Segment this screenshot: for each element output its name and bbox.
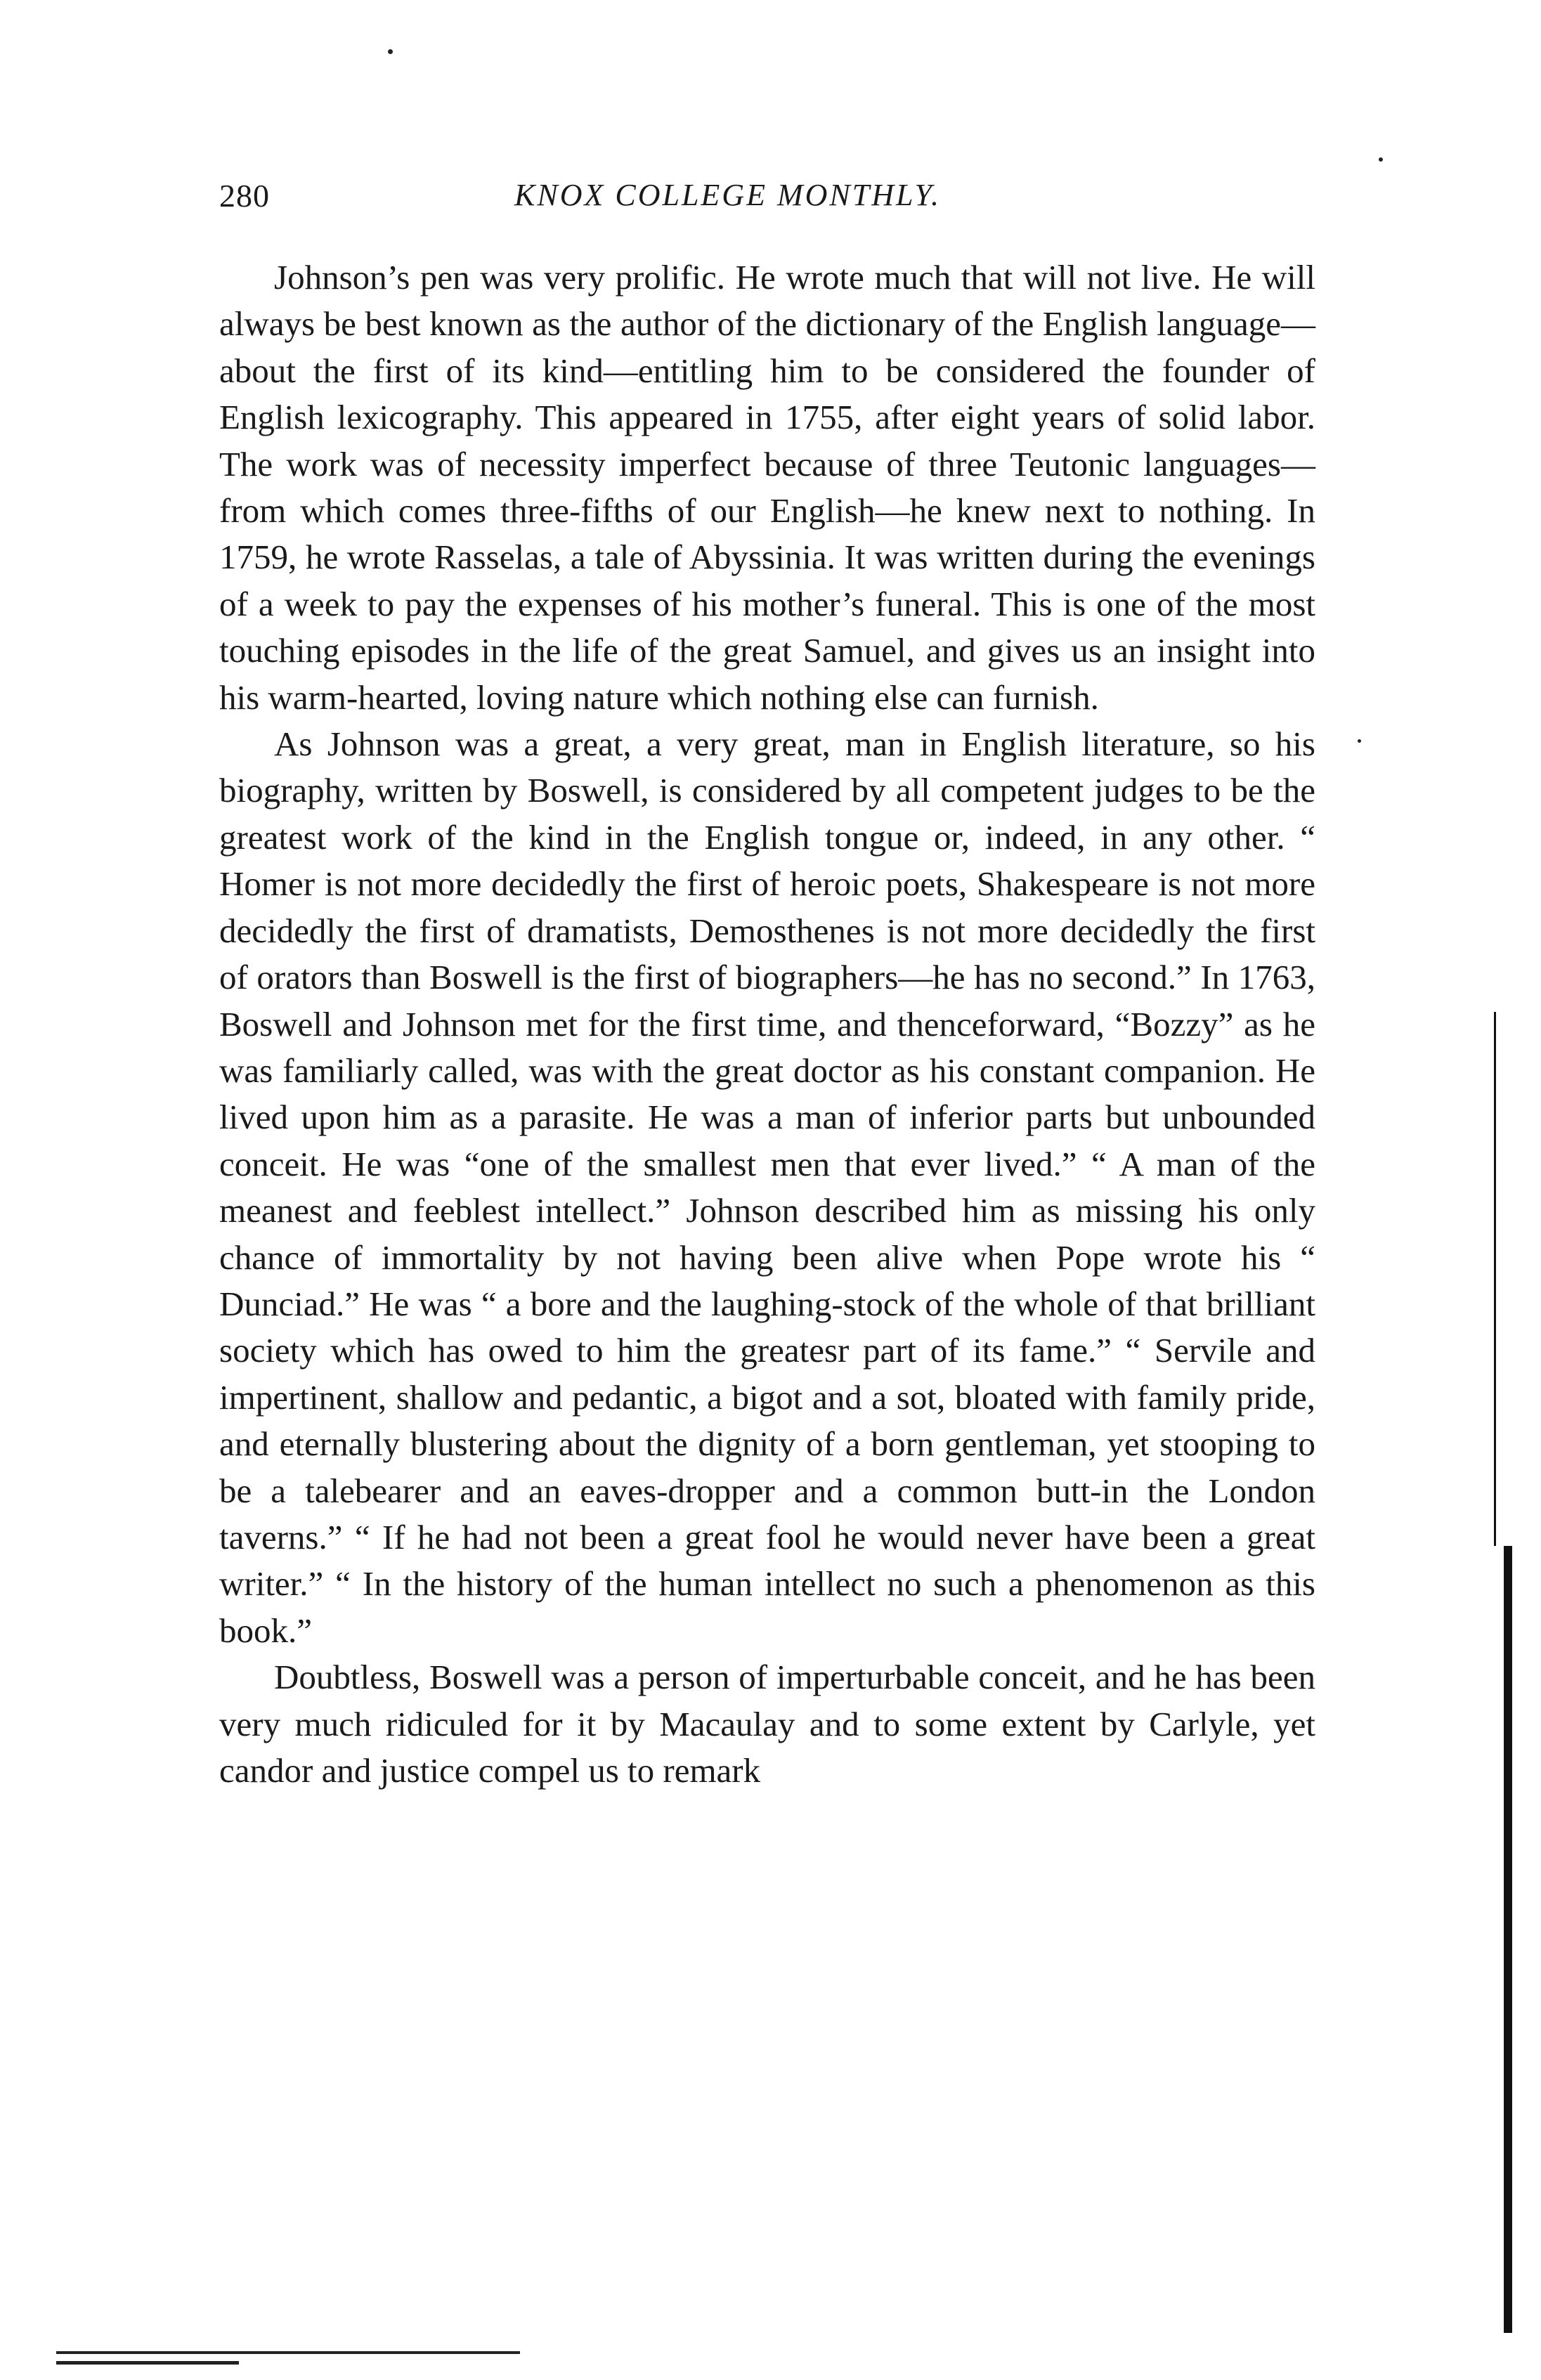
page-number: 280 [219, 178, 270, 214]
paragraph-boswell-conceit: Doubtless, Boswell was a person of imperturbable conceit, and he has been very much ridiculed for it by Macaulay and to some extent by Carlyle, yet candor and justice compel us to remark [219, 1658, 1315, 1790]
scan-speck-right [1379, 157, 1383, 162]
running-title: KNOX COLLEGE MONTHLY. [514, 178, 941, 212]
paragraph-johnson-pen: Johnson’s pen was very prolific. He wrote much that will not live. He will always be best known as the author of the dictionary of the English language—about the first of its kind—entitling him to be considered the founder of English lexicography. This appeared in 1755, after eight years of solid labor. The work was of necessity imperfect because of three Teutonic languages—from which comes three-fifths of our English—he knew next to nothing. In 1759, he wrote Rasselas, a tale of Abyssinia. It was written during the evenings of a week to pay the expenses of his mother’s funeral. This is one of the most touching episodes in the life of the great Samuel, and gives us an insight into his warm-hearted, loving nature which nothing else can furnish. [219, 258, 1315, 717]
binding-edge-thick [1504, 1546, 1512, 2333]
body-text [219, 254, 1315, 1794]
scan-speck-top [388, 49, 393, 54]
bottom-rule-top [56, 2351, 520, 2354]
paragraph-boswell-biography: As Johnson was a great, a very great, man in English literature, so his biography, written by Boswell, is considered by all competent judges to be the greatest work of the kind in the English tongue or, indeed, in any other. “ Homer is not more decidedly the first of heroic poets, Shakespeare is not more decidedly the first of dramatists, Demosthenes is not more decidedly the first of orators than Boswell is the first of biographers—he has no second.” In 1763, Boswell and Johnson met for the first time, and thenceforward, “Bozzy” as he was familiarly called, was with the great doctor as his constant companion. He lived upon him as a parasite. He was a man of inferior parts but unbounded conceit. He was “one of the smallest men that ever lived.” “ A man of the meanest and feeblest intellect.” Johnson described him as missing his only chance of immortality by not having been alive when Pope wrote his “ Dunciad.” He was “ a bore and the laughing-stock of the whole of that brilliant society which has owed to him the greatesr part of its fame.” “ Servile and impertinent, shallow and pedantic, a bigot and a sot, bloated with family pride, and eternally blustering about the dignity of a born gentleman, yet stooping to be a talebearer and an eaves-dropper and a common butt-in the London taverns.” “ If he had not been a great fool he would never have been a great writer.” “ In the history of the human intellect no such a phenomenon as this book.” [219, 724, 1315, 1650]
page-header [219, 177, 1322, 226]
bottom-rule-bottom [56, 2361, 239, 2365]
binding-edge-thin [1494, 1012, 1496, 1546]
scan-speck-margin [1358, 739, 1361, 743]
